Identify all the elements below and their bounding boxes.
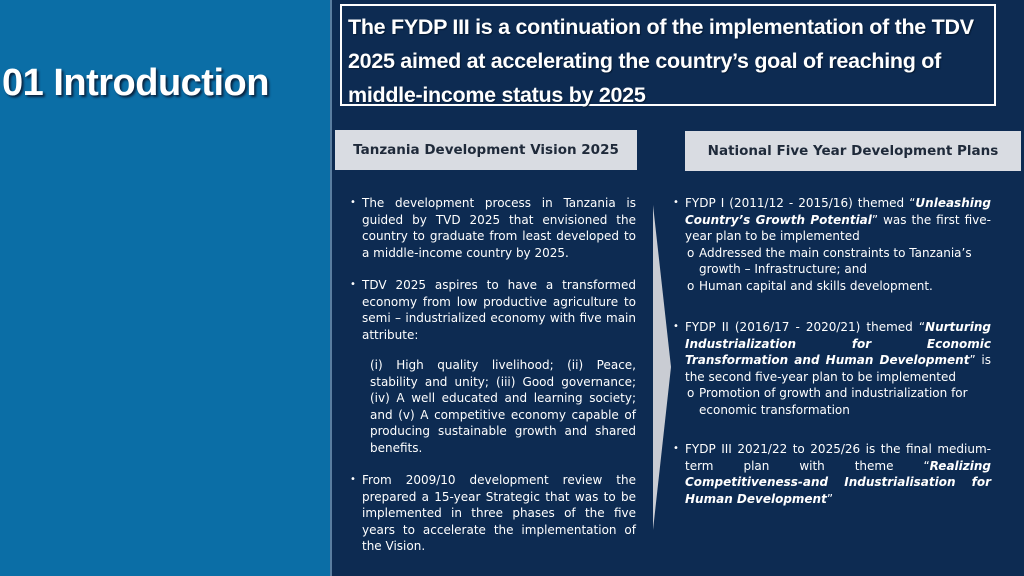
- fydp2-suffix: ” is the second five-year plan to be implemented: [685, 353, 991, 384]
- fydp2-prefix: FYDP II (2016/17 - 2020/21) themed “: [685, 320, 926, 334]
- tdv-column-header: Tanzania Development Vision 2025: [335, 130, 637, 170]
- fydp3-theme: Realizing Competitiveness-and Industrialisation for Human Development: [685, 458, 991, 506]
- fydp-column-header: National Five Year Development Plans: [685, 131, 1021, 171]
- left-title-panel: [0, 0, 332, 576]
- fydp1-text: [685, 195, 991, 245]
- fydp2-sub-1: Promotion of growth and industrialization for economic transformation: [699, 386, 968, 417]
- list-item: [673, 319, 991, 385]
- fydp1-prefix: FYDP I (2011/12 - 2015/16) themed “: [685, 196, 916, 210]
- fydp2-text: [685, 319, 991, 385]
- tdv-column-body: [350, 195, 636, 571]
- bullet-icon: •: [350, 197, 356, 208]
- bullet-icon: •: [673, 321, 679, 332]
- bullet-icon: •: [673, 443, 679, 454]
- circle-bullet-icon: o: [687, 278, 695, 293]
- fydp1-theme: Unleashing Country’s Growth Potential: [685, 196, 991, 227]
- bullet-icon: •: [673, 197, 679, 208]
- fydp3-text: [685, 441, 991, 507]
- list-item: [687, 245, 991, 278]
- fydp1-suffix: ” was the first five-year plan to be implemented: [685, 212, 991, 243]
- tdv-attributes: (i) High quality livelihood; (ii) Peace, stability and unity; (iii) Good governance; (iv) A well educated and learning society; and (v) A competitive economy capable of producing sustainable growth and shared benefits.: [370, 358, 636, 455]
- tdv-bullet-2: TDV 2025 aspires to have a transformed economy from low productive agriculture to semi – industrialized economy with five main attribute:: [362, 278, 636, 342]
- fydp3-suffix: ”: [826, 491, 834, 506]
- headline-text: The FYDP III is a continuation of the implementation of the TDV 2025 aimed at accelerating the country’s goal of reaching of middle-income status by 2025: [348, 15, 974, 107]
- fydp2-theme: Nurturing Industrialization for Economic Transformation and Human Development: [685, 320, 991, 367]
- tdv-bullet-1: The development process in Tanzania is guided by TVD 2025 that envisioned the country to graduate from least developed to a middle-income country by 2025.: [362, 196, 636, 260]
- bullet-icon: •: [350, 474, 356, 485]
- fydp3-prefix: FYDP III 2021/22 to 2025/26 is the final medium-term plan with theme “: [685, 442, 991, 473]
- circle-bullet-icon: o: [687, 245, 695, 260]
- list-item: [673, 441, 991, 507]
- chevron-arrow-icon: [653, 205, 671, 530]
- circle-bullet-icon: o: [687, 386, 695, 400]
- headline-box: [340, 4, 996, 106]
- list-item: [350, 277, 636, 343]
- fydp-column-body: [673, 195, 991, 507]
- list-item: [687, 385, 991, 418]
- list-item: [687, 278, 991, 295]
- bullet-icon: •: [350, 279, 356, 290]
- list-item: [350, 195, 636, 261]
- fydp1-sub-1: Addressed the main constraints to Tanzania’s growth – Infrastructure; and: [699, 245, 972, 276]
- list-item: [350, 472, 636, 555]
- section-title: 01 Introduction: [2, 62, 269, 104]
- fydp1-sub-2: Human capital and skills development.: [699, 278, 933, 293]
- list-item: [673, 195, 991, 245]
- tdv-bullet-3: From 2009/10 development review the prepared a 15-year Strategic that was to be implemented in three phases of the five years to accelerate the implementation of the Vision.: [362, 473, 636, 553]
